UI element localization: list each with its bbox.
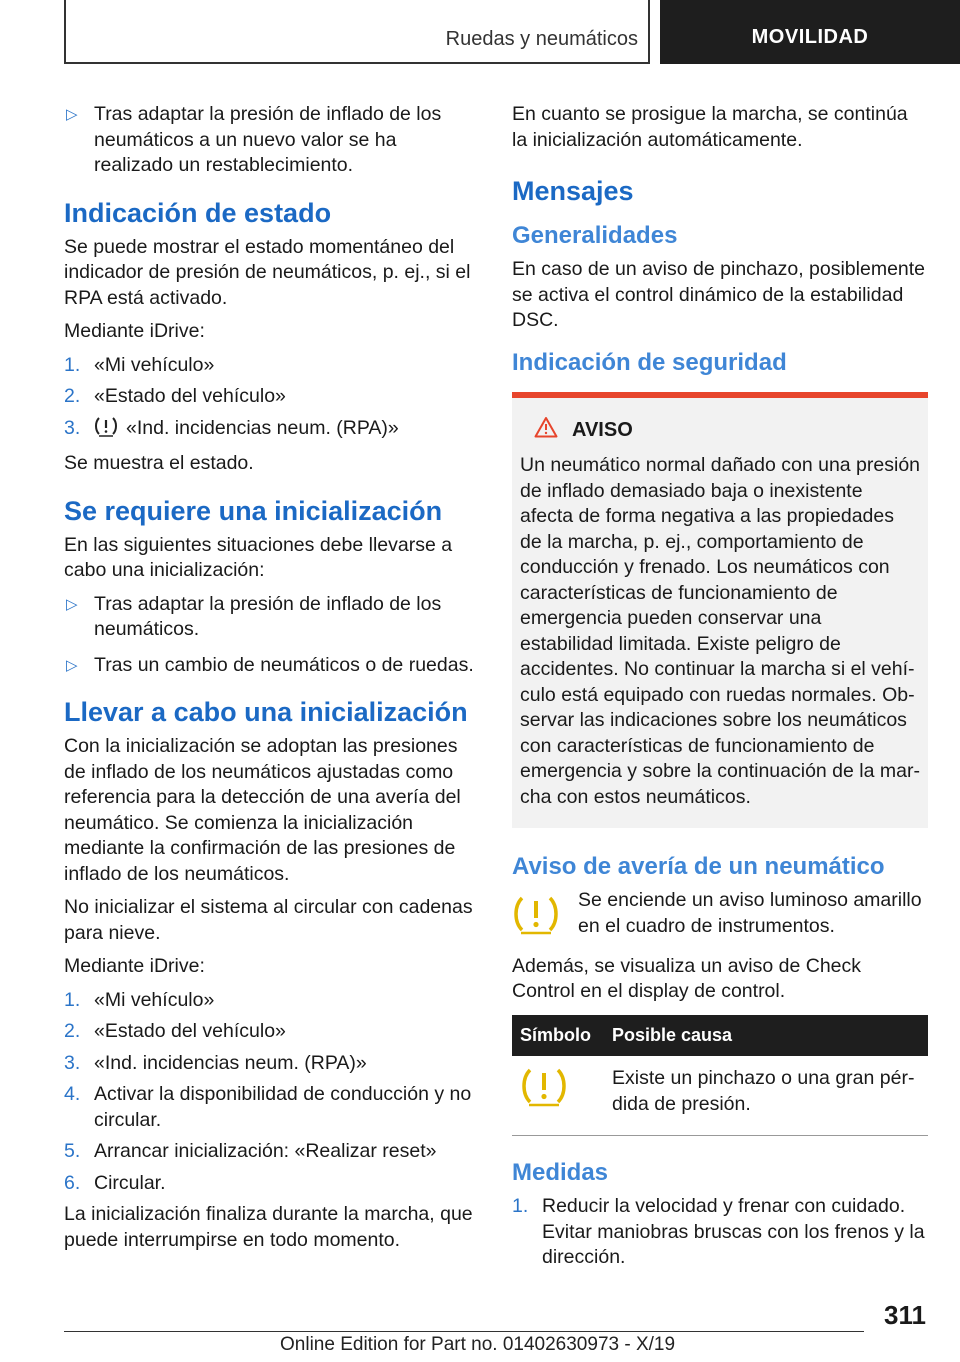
warning-box (512, 398, 928, 829)
paragraph: En caso de un aviso de pinchazo, posiblemente se activa el control dinámico de la estabilidad DSC. (512, 258, 926, 331)
table-row (512, 1056, 928, 1136)
list-item: 1. Reducir la velocidad y frenar con cuidado. Evitar maniobras bruscas con los frenos y la dirección. (512, 1195, 925, 1268)
table-header-symbol: Símbolo (512, 1015, 604, 1057)
paragraph: No inicializar el sistema al circular con cadenas para nieve. (64, 896, 473, 944)
warning-triangle-icon (534, 416, 558, 446)
paragraph: Con la inicialización se adoptan las presiones de inflado de los neumáticos ajustadas como referencia para la detección de una avería del neumático. Se comienza la inicialización mediante la confirmación de las presiones de inflado de los neumáticos. (64, 735, 461, 885)
paragraph: Se muestra el estado. (64, 452, 254, 474)
header-section-title: Ruedas y neumáticos (445, 28, 638, 50)
medidas-list (512, 1194, 928, 1271)
paragraph: Mediante iDrive: (64, 955, 205, 977)
warning-text: Un neumático normal dañado con una presión de inflado demasiado baja o inexistente afecta de forma negativa a las propiedades de la marcha, p. ej., comportamiento de conducción y frenado. Los neumáticos con características de funcionamiento de emergencia pueden conservar una estabilidad limitada. Existe peligro de accidentes. No continuar la marcha si el vehículo está equipado con ruedas normales. Observar las indicaciones sobre los neumáticos con características de funcionamiento de emergencia y sobre la continuación de la marcha con estos neumáticos. (520, 454, 921, 808)
right-column (512, 102, 928, 1277)
symbol-table (512, 1015, 928, 1137)
list-item: 5. Arrancar inicialización: «Realizar reset» (64, 1140, 437, 1162)
estado-steps-list (64, 353, 478, 446)
list-item: ▷ Tras adaptar la presión de inflado de los neumáticos a un nuevo valor se ha realizado un restablecimiento. (66, 103, 442, 176)
list-item: 4. Activar la disponibilidad de conducción y no circular. (64, 1083, 472, 1131)
header-chapter-title: MOVILIDAD (660, 0, 960, 64)
paragraph: Mediante iDrive: (64, 320, 205, 342)
heading-indicacion-seguridad: Indicación de seguridad (512, 348, 787, 376)
triangle-right-icon: ▷ (66, 595, 78, 613)
list-item: 1. «Mi vehículo» (64, 988, 215, 1011)
tire-pressure-warning-icon (94, 416, 118, 446)
paragraph: La inicialización finaliza durante la marcha, que puede interrumpirse en todo momento. (64, 1203, 473, 1251)
tire-pressure-warning-icon (520, 1091, 568, 1113)
table-header-cause: Posible causa (604, 1015, 928, 1057)
paragraph: En las siguientes situaciones debe llevarse a cabo una inicialización: (64, 533, 453, 581)
paragraph: Se puede mostrar el estado momentáneo del indicador de presión de neumáticos, p. ej., si el RPA está activado. (64, 235, 471, 309)
aviso-icon-row (512, 888, 928, 944)
heading-indicacion-estado: Indicación de estado (64, 197, 332, 228)
paragraph: En cuanto se prosigue la marcha, se continúa la inicialización automáticamente. (512, 103, 908, 151)
tire-pressure-warning-icon (512, 894, 560, 944)
warning-title: AVISO (520, 416, 920, 446)
footer-edition: Online Edition for Part no. 01402630973 - X/19 (280, 1334, 676, 1355)
heading-generalidades: Generalidades (512, 222, 678, 249)
heading-se-requiere: Se requiere una inicialización (64, 495, 443, 526)
page-number: 311 (884, 1300, 926, 1330)
list-item: 2. «Estado del vehículo» (64, 385, 286, 407)
triangle-right-icon: ▷ (66, 656, 78, 674)
heading-mensajes: Mensajes (512, 176, 634, 206)
heading-aviso-averia: Aviso de avería de un neumático (512, 853, 885, 880)
footer-divider (64, 1331, 864, 1332)
list-item: 2. «Estado del vehículo» (64, 1020, 286, 1042)
heading-llevar-a-cabo: Llevar a cabo una inicialización (64, 697, 468, 727)
triangle-right-icon: ▷ (66, 106, 78, 123)
list-item: ▷ Tras adaptar la presión de inflado de los neumáticos. (66, 592, 442, 640)
paragraph: Se enciende un aviso luminoso amarillo en el cuadro de instrumentos. (578, 889, 922, 937)
heading-medidas: Medidas (512, 1159, 609, 1186)
left-column (64, 102, 478, 1261)
list-item: 6. Circular. (64, 1171, 166, 1194)
list-item: 3. «Ind. incidencias neum. (RPA)» (64, 416, 478, 446)
llevar-steps-list (64, 988, 478, 1197)
table-cell-cause: Existe un pinchazo o una gran pérdida de presión. (604, 1056, 928, 1136)
table-cell-symbol (512, 1056, 604, 1136)
paragraph: Además, se visualiza un aviso de Check Control en el display de control. (512, 954, 862, 1002)
list-item: 3. «Ind. incidencias neum. (RPA)» (64, 1051, 367, 1074)
list-item: 1. «Mi vehículo» (64, 353, 215, 376)
list-item: ▷ Tras un cambio de neumáticos o de ruedas. (64, 653, 478, 679)
